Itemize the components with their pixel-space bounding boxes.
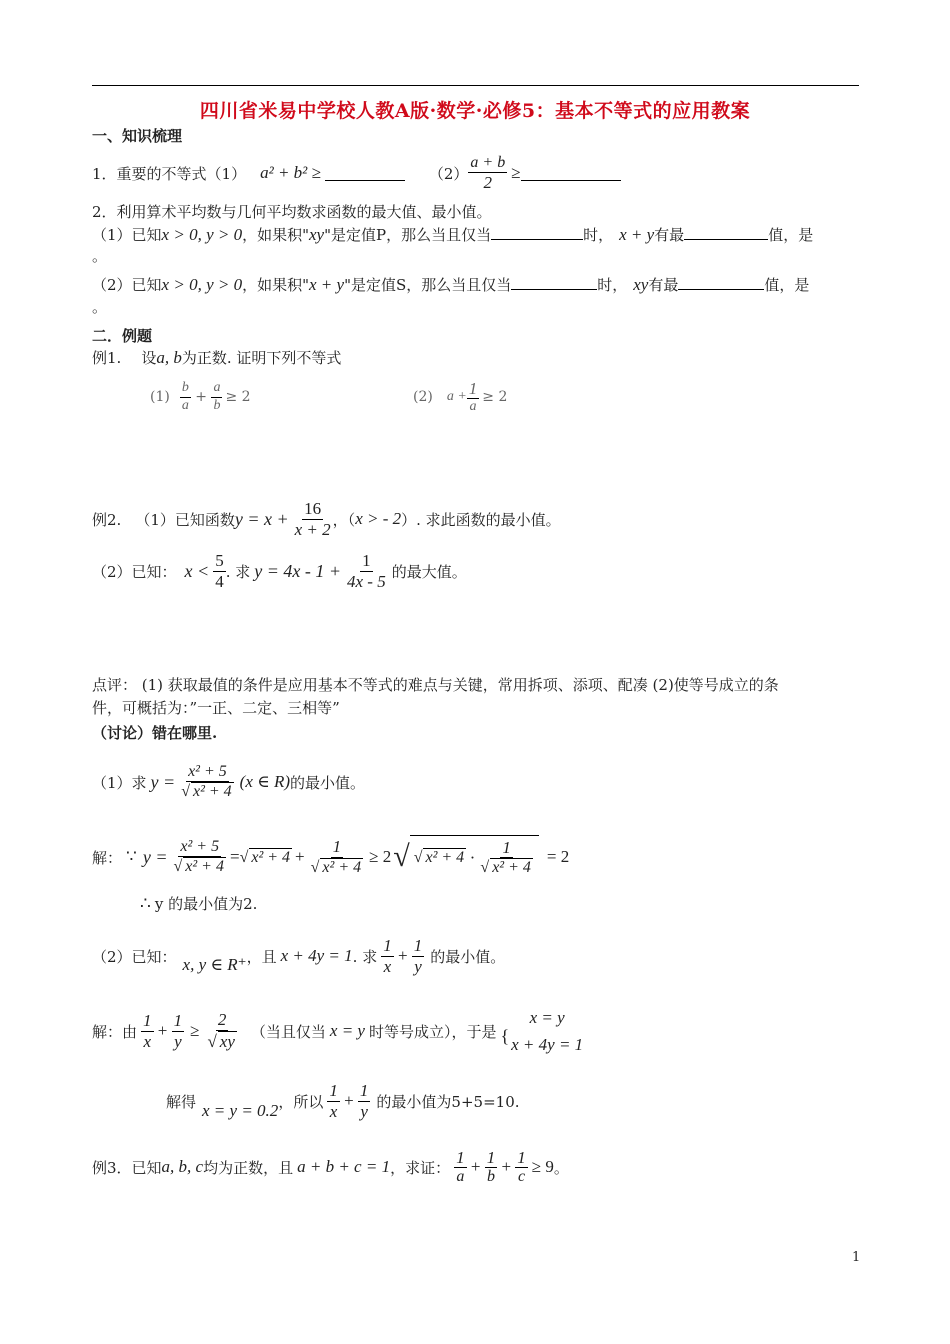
- fraction-numerator: a + b: [468, 154, 507, 173]
- equation-system: [511, 1004, 583, 1058]
- fraction-numerator: x² + 5: [186, 763, 229, 782]
- item-2: 2．利用算术平均数与几何平均数求函数的最大值、最小值。: [92, 203, 492, 221]
- sqrt-radicand: x² + 4: [492, 859, 531, 877]
- fraction: [454, 1148, 467, 1187]
- discussion-heading: （讨论）错在哪里.: [92, 724, 218, 742]
- fraction-denominator: x: [329, 1101, 338, 1121]
- result: = 2: [546, 847, 570, 866]
- fraction-denominator: a: [456, 1168, 465, 1186]
- text: ，如果积": [242, 226, 309, 244]
- text: ，如果积": [242, 276, 309, 294]
- answer-blank[interactable]: [325, 166, 405, 181]
- text: y 的最小值为2.: [154, 895, 258, 913]
- text: （当且仅当: [250, 1022, 326, 1041]
- item-2-2: [92, 274, 809, 295]
- sqrt-radicand: x² + 4: [425, 849, 465, 866]
- fraction-denominator: a: [469, 399, 477, 415]
- header-rule: [92, 85, 859, 86]
- ge-sign: ≥: [190, 1021, 200, 1040]
- text: （2）已知：: [92, 562, 177, 581]
- fraction-denominator: c: [517, 1168, 526, 1186]
- big-sqrt: √ x² + 4 · $\frac{1}{\text{√ x² + 4}}$: [410, 835, 539, 880]
- dot: ·: [470, 847, 475, 867]
- text: 的最小值。: [430, 947, 506, 966]
- fraction: [327, 1081, 340, 1121]
- fraction: $\frac{1}{\text{√ x² + 4}}$: [310, 837, 362, 876]
- text: （2）已知：: [92, 947, 177, 966]
- text: ，所以: [278, 1092, 324, 1111]
- example-3: 例3．已知 a, b, c 均为正数，且 a + b + c = 1 ，求证： $\frac{1}{a}$ + $\frac{1}{b}$ + $\frac{1}{c}$ ≥ 9 。: [92, 1147, 569, 1186]
- inequality-tail: ≥ 2: [225, 389, 251, 405]
- fraction-numerator: x² + 5: [178, 838, 221, 857]
- expr: y = 4x - 1 +: [254, 560, 341, 581]
- document-title: 四川省米易中学校人教A版·数学·必修5：基本不等式的应用教案: [199, 100, 751, 122]
- fraction-denominator: x: [383, 956, 392, 976]
- text: ，求证：: [390, 1158, 451, 1177]
- text: . 求: [225, 562, 251, 581]
- answer-blank[interactable]: [511, 275, 597, 290]
- fraction-numerator: 16: [304, 498, 322, 518]
- fraction: [213, 551, 226, 591]
- condition: x = y: [329, 1021, 365, 1040]
- text: 的最大值。: [391, 562, 467, 581]
- text: （1）已知: [92, 226, 162, 244]
- fraction-denominator: 4: [215, 571, 224, 591]
- part-label: (1): [150, 389, 170, 405]
- fraction: [293, 499, 333, 539]
- example-2-part-2: [92, 546, 467, 596]
- fraction: [485, 1148, 498, 1187]
- system-eq-2: x + 4y = 1: [511, 1035, 584, 1054]
- period: 。: [92, 247, 108, 265]
- item-1-expr: a² + b² ≥: [260, 163, 321, 182]
- fraction-numerator: 1: [468, 378, 478, 398]
- fraction-numerator: 1: [502, 837, 511, 857]
- text: 有最: [648, 276, 679, 294]
- text: 值，是: [768, 226, 814, 244]
- fraction-denominator: b: [486, 1168, 495, 1186]
- fraction-denominator: 2: [483, 172, 493, 192]
- fraction-numerator: b: [180, 380, 191, 397]
- product-xy: xy: [633, 275, 649, 294]
- fraction: [345, 551, 388, 591]
- discussion-2: （2）已知： x, y ∈ R⁺ ，且 x + 4y = 1 . 求 $\frac{1}{x}$ + $\frac{1}{y}$ 的最小值。: [92, 935, 506, 976]
- text: 解得: [166, 1092, 197, 1111]
- text: （2）已知: [92, 276, 162, 294]
- text: ，（: [332, 510, 356, 529]
- comment-line-1: 点评： (1) 获取最值的条件是应用基本不等式的难点与关键，常用拆项、添项、配凑 (2)使等号成立的条: [92, 676, 779, 694]
- text: 时，: [597, 276, 628, 294]
- sqrt-radicand: x² + 4: [185, 858, 224, 875]
- period: 。: [92, 298, 108, 316]
- solution-label: 解：由: [92, 1022, 138, 1041]
- solution-1: 解： ∵ y = $\frac{\text{x² + 5}}{\text{√ x² + 4}}$ = √ x² + 4 + $\frac{1}{\text{√ x² + 4}}$ ≥ 2 √ √ x² + 4 · $\frac{1}{\text{√ x² + 4}}$ = 2: [92, 828, 569, 886]
- fraction: $\frac{\text{x² + 5}}{\text{√ x² + 4}}$: [181, 762, 232, 800]
- fraction: $\frac{1}{\text{√ x² + 4}}$: [480, 837, 531, 877]
- fraction-numerator: 1: [383, 935, 392, 955]
- equals: =: [229, 847, 240, 866]
- sqrt-radicand: x² + 4: [192, 783, 232, 800]
- fraction: [172, 1011, 185, 1051]
- fraction: [358, 1081, 371, 1121]
- sqrt-radicand: x² + 4: [322, 858, 362, 876]
- fraction: [467, 379, 480, 416]
- fraction-numerator: 1: [332, 837, 342, 857]
- part-label: (2): [413, 389, 433, 405]
- item-1-label: 1．重要的不等式（1）: [92, 164, 247, 183]
- text: ，且: [246, 947, 277, 966]
- example-label: 例1.: [92, 349, 122, 367]
- fraction-numerator: 1: [329, 1080, 338, 1100]
- example-label: 例3．已知: [92, 1158, 162, 1177]
- fraction: [381, 936, 394, 976]
- example-1-part-2: [413, 374, 507, 420]
- example-1-part-1: (1) $\frac{b}{a}$ + $\frac{a}{b}$ ≥ 2: [150, 380, 251, 413]
- because-symbol: ∵: [126, 847, 137, 866]
- inequality-tail: ≥ 2: [482, 389, 508, 405]
- text: 值，是: [764, 276, 810, 294]
- item-2-1: [92, 224, 813, 245]
- example-1: [92, 347, 341, 368]
- fraction: [141, 1011, 154, 1051]
- condition: x > 0, y > 0: [161, 275, 243, 294]
- expr: y = x +: [234, 508, 289, 529]
- fraction-denominator: a: [181, 397, 189, 413]
- plus: +: [295, 847, 305, 866]
- sqrt-radicand: x² + 4: [251, 848, 291, 866]
- text: 的最小值为5+5=10.: [376, 1092, 520, 1111]
- fraction: [515, 1148, 528, 1187]
- variables: a, b, c: [161, 1157, 204, 1176]
- section-heading-1: 一、知识梳理: [92, 127, 183, 145]
- answer-blank[interactable]: [521, 166, 621, 181]
- text: ）. 求此函数的最小值。: [401, 510, 561, 529]
- fraction-denominator: y: [360, 1101, 368, 1121]
- sqrt-radicand: xy: [219, 1032, 235, 1051]
- text: 时等号成立），于是: [368, 1022, 497, 1041]
- fraction-numerator: a: [211, 380, 222, 397]
- sum-x-y: x + y: [619, 225, 655, 244]
- product-xy: xy: [309, 225, 325, 244]
- text: 时，: [583, 226, 614, 244]
- text: . 求: [352, 947, 378, 966]
- variables: a, b: [156, 348, 182, 367]
- fraction-numerator: 1: [456, 1147, 465, 1167]
- fraction-numerator: 1: [517, 1147, 526, 1167]
- fraction-numerator: 1: [413, 935, 423, 955]
- solution-2: 解：由 $\frac{1}{x}$ + $\frac{1}{y}$ ≥ $\frac{2}{√ xy}$ （当且仅当 x = y 时等号成立），于是 { x = y x + 4y = 1: [92, 1004, 583, 1058]
- answer-blank[interactable]: [684, 225, 768, 240]
- fraction-numerator: 1: [143, 1010, 152, 1030]
- fraction: [180, 380, 191, 413]
- fraction-numerator: 1: [486, 1147, 496, 1167]
- fraction-denominator: x: [143, 1031, 152, 1051]
- fraction-numerator: 1: [173, 1010, 183, 1030]
- fraction: [412, 936, 425, 976]
- discussion-1: [92, 754, 365, 810]
- equation: x + 4y = 1: [280, 946, 353, 965]
- system-eq-1: x = y: [529, 1007, 565, 1027]
- inequality-tail: ≥ 9: [531, 1157, 554, 1176]
- fraction: [468, 154, 507, 193]
- answer-blank[interactable]: [678, 275, 764, 290]
- fraction-denominator: y: [414, 956, 422, 976]
- solution-1-conclusion: [140, 893, 257, 914]
- solution-2-result: 解得 x = y = 0.2 ，所以 $\frac{1}{x}$ + $\frac{1}{y}$ 的最小值为5+5=10.: [166, 1080, 520, 1121]
- fraction-numerator: 1: [359, 1080, 369, 1100]
- fraction: $\frac{\text{x² + 5}}{\text{√ x² + 4}}$: [173, 837, 224, 875]
- fraction-numerator: 1: [362, 550, 371, 570]
- ge-sign: ≥: [511, 163, 521, 182]
- expr: y =: [142, 846, 168, 867]
- solution-value: x = y = 0.2: [202, 1101, 279, 1120]
- fraction-numerator: 5: [215, 550, 224, 570]
- fraction-denominator: x + 2: [294, 519, 331, 539]
- condition: x > 0, y > 0: [161, 225, 243, 244]
- equation: a + b + c = 1: [297, 1157, 391, 1176]
- sum-x-y: x + y: [309, 275, 345, 294]
- text: "是定值S，那么当且仅当: [344, 276, 512, 294]
- text: （1）求: [92, 773, 147, 792]
- condition: x > - 2: [355, 509, 402, 528]
- answer-blank[interactable]: [491, 225, 583, 240]
- text: 设: [141, 349, 157, 367]
- text: 均为正数，且: [203, 1158, 294, 1177]
- example-label: 例2.: [92, 510, 122, 529]
- fraction-denominator: 4x - 5: [347, 571, 386, 591]
- fraction: [211, 380, 222, 413]
- page-number: 1: [852, 1250, 861, 1265]
- expr: y =: [150, 771, 176, 792]
- fraction: $\frac{2}{√ xy}$: [207, 1010, 235, 1051]
- text: （1）已知函数: [135, 510, 235, 529]
- solution-label: 解：: [92, 848, 123, 867]
- text: "是定值P，那么当且仅当: [324, 226, 492, 244]
- item-1-part2: （2）: [428, 164, 469, 183]
- item-1: [92, 150, 621, 196]
- fraction-numerator: 2: [217, 1010, 227, 1030]
- text: 的最小值。: [290, 773, 366, 792]
- period: 。: [553, 1158, 569, 1177]
- text: 为正数. 证明下列不等式: [181, 349, 342, 367]
- text: 有最: [654, 226, 685, 244]
- set-condition: x, y ∈ R⁺: [182, 955, 247, 974]
- therefore-symbol: ∴: [140, 894, 151, 913]
- domain: (x ∈ R): [239, 772, 291, 791]
- expr: x <: [184, 560, 210, 581]
- section-heading-2: 二．例题: [92, 327, 153, 345]
- ge-two: ≥ 2: [369, 847, 392, 866]
- fraction-denominator: y: [174, 1031, 182, 1051]
- expr: a +: [446, 389, 467, 404]
- example-2-part-1: [92, 494, 561, 544]
- fraction-denominator: b: [213, 397, 221, 413]
- comment-line-2: 件，可概括为：”一正、二定、三相等”: [92, 699, 340, 717]
